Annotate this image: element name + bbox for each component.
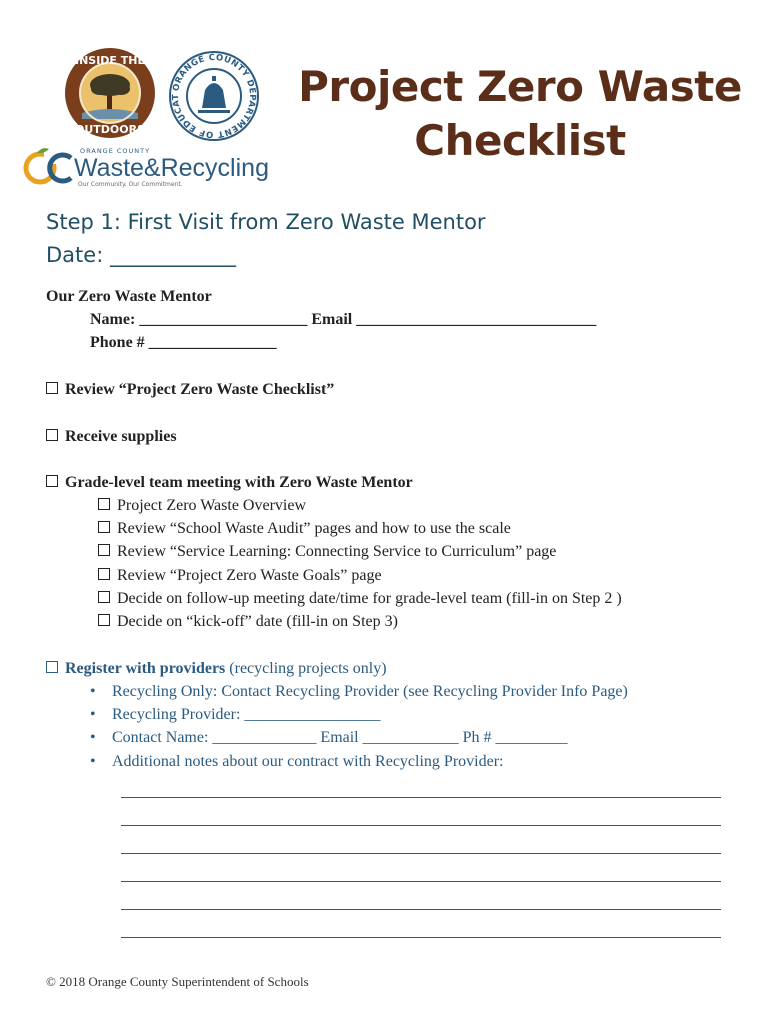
oc-waste-recycling-logo — [22, 144, 294, 188]
checklist-item-label: Grade-level team meeting with Zero Waste Mentor — [65, 474, 413, 491]
subitem-kick-off[interactable] — [98, 612, 398, 632]
itd-top-text: INSIDE THE — [74, 54, 146, 67]
subitem-service-learning[interactable] — [98, 542, 556, 562]
mentor-name-email-field[interactable]: Name: _____________________ Email ______________________________ — [90, 311, 597, 328]
subitem-label: Decide on “kick-off” date (fill-in on Step 3) — [117, 613, 398, 630]
inside-the-outdoors-logo — [64, 47, 156, 139]
itd-bottom-text: OUTDOORS — [74, 123, 146, 136]
notes-line[interactable] — [121, 881, 721, 882]
bullet-icon: • — [90, 706, 96, 723]
bullet-icon: • — [90, 683, 96, 700]
ocwr-tagline-text: Our Community. Our Commitment. — [78, 181, 183, 188]
register-note: (recycling projects only) — [225, 660, 387, 677]
checklist-item-label: Receive supplies — [65, 428, 177, 445]
notes-line[interactable] — [121, 909, 721, 910]
checklist-item-label: Review “Project Zero Waste Checklist” — [65, 381, 335, 398]
register-bullet[interactable] — [90, 705, 380, 725]
page-title — [290, 60, 750, 168]
checkbox-icon[interactable] — [98, 521, 110, 533]
ocwr-county-text: ORANGE COUNTY — [80, 147, 151, 155]
subitem-label: Review “School Waste Audit” pages and how to use the scale — [117, 520, 511, 537]
checklist-item-register[interactable] — [46, 659, 387, 679]
ocde-logo — [168, 50, 260, 142]
ocde-ring-text: ORANGE COUNTY DEPARTMENT OF EDUCAT — [170, 52, 258, 140]
subitem-label: Review “Service Learning: Connecting Service to Curriculum” page — [117, 543, 557, 560]
subitem-label: Project Zero Waste Overview — [117, 497, 307, 514]
title-line-2: Checklist — [414, 116, 626, 165]
checkbox-icon[interactable] — [46, 661, 58, 673]
checkbox-icon[interactable] — [46, 475, 58, 487]
date-line: Date: ____________ — [46, 243, 236, 267]
subitem-goals[interactable] — [98, 566, 382, 586]
title-line-1: Project Zero Waste — [298, 62, 742, 111]
register-bullet — [90, 682, 628, 702]
checklist-item-meeting[interactable] — [46, 473, 413, 493]
register-bold-label: Register with providers — [65, 660, 226, 677]
bullet-text: Additional notes about our contract with Recycling Provider: — [112, 753, 504, 770]
step-heading-block — [46, 206, 486, 272]
notes-line[interactable] — [121, 853, 721, 854]
contact-info-field[interactable]: Contact Name: _____________ Email ____________ Ph # _________ — [112, 729, 568, 746]
subitem-overview[interactable] — [98, 496, 306, 516]
notes-line[interactable] — [121, 937, 721, 938]
checkbox-icon[interactable] — [46, 429, 58, 441]
bullet-icon: • — [90, 753, 96, 770]
mentor-phone-field[interactable]: Phone # ________________ — [90, 334, 277, 351]
notes-line[interactable] — [121, 825, 721, 826]
subitem-label: Decide on follow-up meeting date/time for grade-level team (fill-in on Step 2 ) — [117, 590, 622, 607]
checkbox-icon[interactable] — [98, 498, 110, 510]
checkbox-icon[interactable] — [46, 382, 58, 394]
step-heading: Step 1: First Visit from Zero Waste Mentor — [46, 210, 486, 234]
checklist-item-supplies[interactable] — [46, 427, 177, 447]
bullet-icon: • — [90, 729, 96, 746]
subitem-audit[interactable] — [98, 519, 511, 539]
mentor-heading: Our Zero Waste Mentor — [46, 288, 212, 305]
checkbox-icon[interactable] — [98, 544, 110, 556]
register-bullet — [90, 752, 503, 772]
subitem-label: Review “Project Zero Waste Goals” page — [117, 567, 382, 584]
footer-copyright: © 2018 Orange County Superintendent of Schools — [46, 974, 309, 989]
bullet-text: Recycling Only: Contact Recycling Provider (see Recycling Provider Info Page) — [112, 683, 628, 700]
register-bullet[interactable] — [90, 728, 568, 748]
notes-line[interactable] — [121, 797, 721, 798]
recycling-provider-field[interactable]: Recycling Provider: _________________ — [112, 706, 381, 723]
subitem-follow-up[interactable] — [98, 589, 622, 609]
checklist-item-review[interactable] — [46, 380, 334, 400]
checkbox-icon[interactable] — [98, 568, 110, 580]
checkbox-icon[interactable] — [98, 591, 110, 603]
ocwr-brand-text: Waste&Recycling — [74, 154, 269, 182]
checkbox-icon[interactable] — [98, 614, 110, 626]
